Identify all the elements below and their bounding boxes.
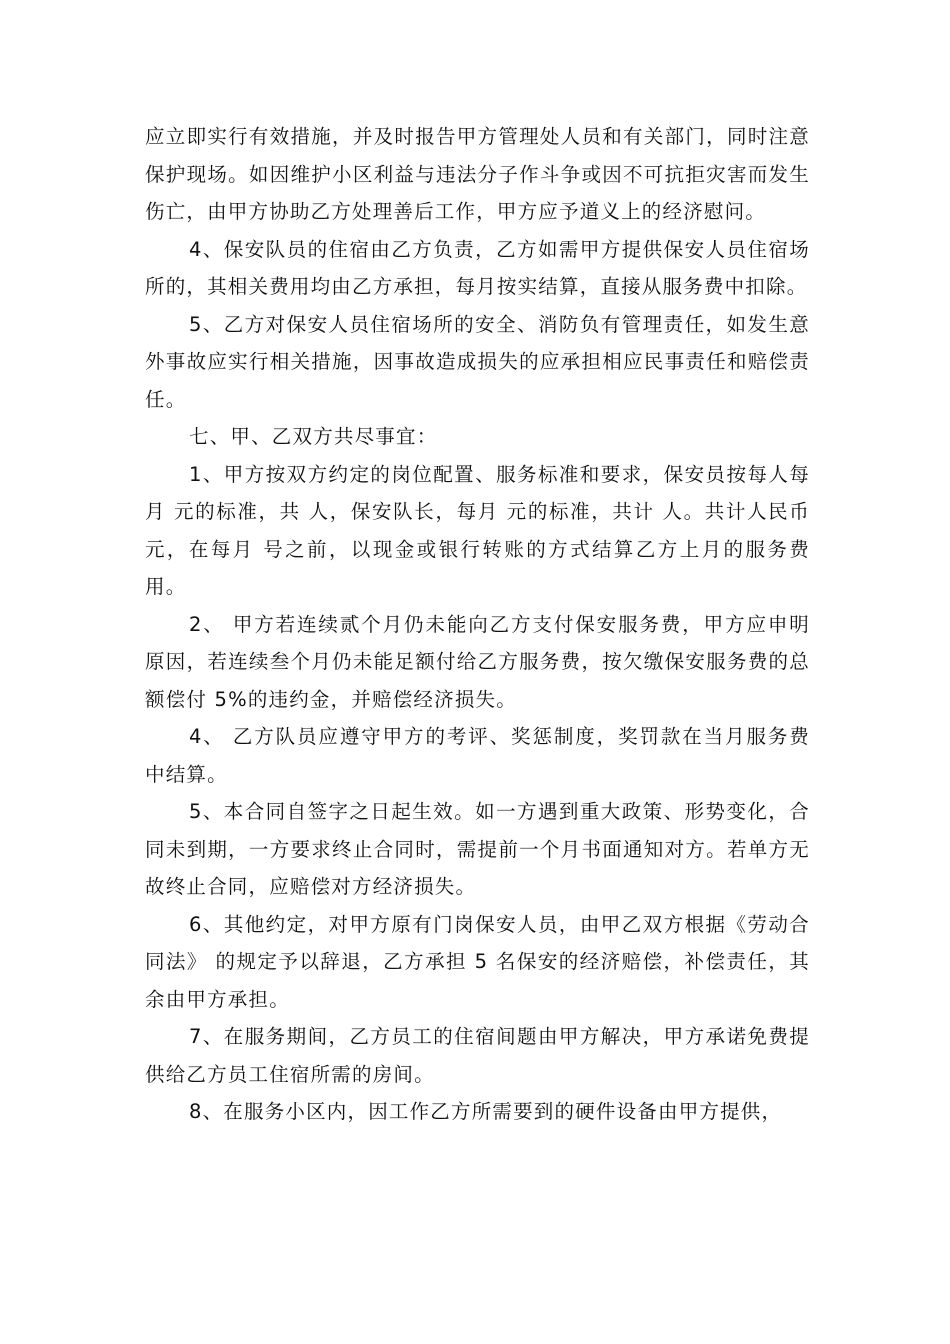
paragraph-continuation: 应立即实行有效措施，并及时报告甲方管理处人员和有关部门，同时注意保护现场。如因维护小区利益与违法分子作斗争或因不可抗拒灾害而发生伤亡，由甲方协助乙方处理善后工作，甲方应予道义上的经济慰问。 xyxy=(145,125,810,223)
section-heading-seven: 七、甲、乙双方共尽事宜： xyxy=(189,425,438,448)
paragraph-clause-5-safety: 5、乙方对保安人员住宿场所的安全、消防负有管理责任，如发生意外事故应实行相关措施，因事故造成损失的应承担相应民事责任和赔偿责任。 xyxy=(145,312,810,411)
paragraph-clause-5-effective: 5、本合同自签字之日起生效。如一方遇到重大政策、形势变化，合同未到期，一方要求终止合同时，需提前一个月书面通知对方。若单方无故终止合同，应赔偿对方经济损失。 xyxy=(145,800,810,898)
paragraph-clause-4-evaluation: 4、 乙方队员应遵守甲方的考评、奖惩制度，奖罚款在当月服务费中结算。 xyxy=(145,725,810,786)
paragraph-clause-1-fees: 1、甲方按双方约定的岗位配置、服务标准和要求，保安员按每人每月 元的标准，共 人，保安队长，每月 元的标准，共计 人。共计人民币 元，在每月 号之前，以现金或银行转账的方式结算乙方上月的服务费用。 xyxy=(145,462,810,598)
paragraph-clause-6-other: 6、其他约定，对甲方原有门岗保安人员，由甲乙双方根据《劳动合同法》 的规定予以辞退，乙方承担 5 名保安的经济赔偿，补偿责任，其余由甲方承担。 xyxy=(145,912,810,1011)
document-body xyxy=(145,118,810,1131)
paragraph-clause-7-housing: 7、在服务期间，乙方员工的住宿间题由甲方解决，甲方承诺免费提供给乙方员工住宿所需的房间。 xyxy=(145,1025,810,1086)
paragraph-clause-8-equipment: 8、在服务小区内，因工作乙方所需要到的硬件设备由甲方提供， xyxy=(189,1100,783,1123)
paragraph-clause-2-penalty: 2、 甲方若连续贰个月仍未能向乙方支付保安服务费，甲方应申明原因，若连续叁个月仍未能足额付给乙方服务费，按欠缴保安服务费的总额偿付 5%的违约金，并赔偿经济损失。 xyxy=(145,612,810,711)
paragraph-clause-4-lodging: 4、保安队员的住宿由乙方负责，乙方如需甲方提供保安人员住宿场所的，其相关费用均由乙方承担，每月按实结算，直接从服务费中扣除。 xyxy=(145,237,810,298)
